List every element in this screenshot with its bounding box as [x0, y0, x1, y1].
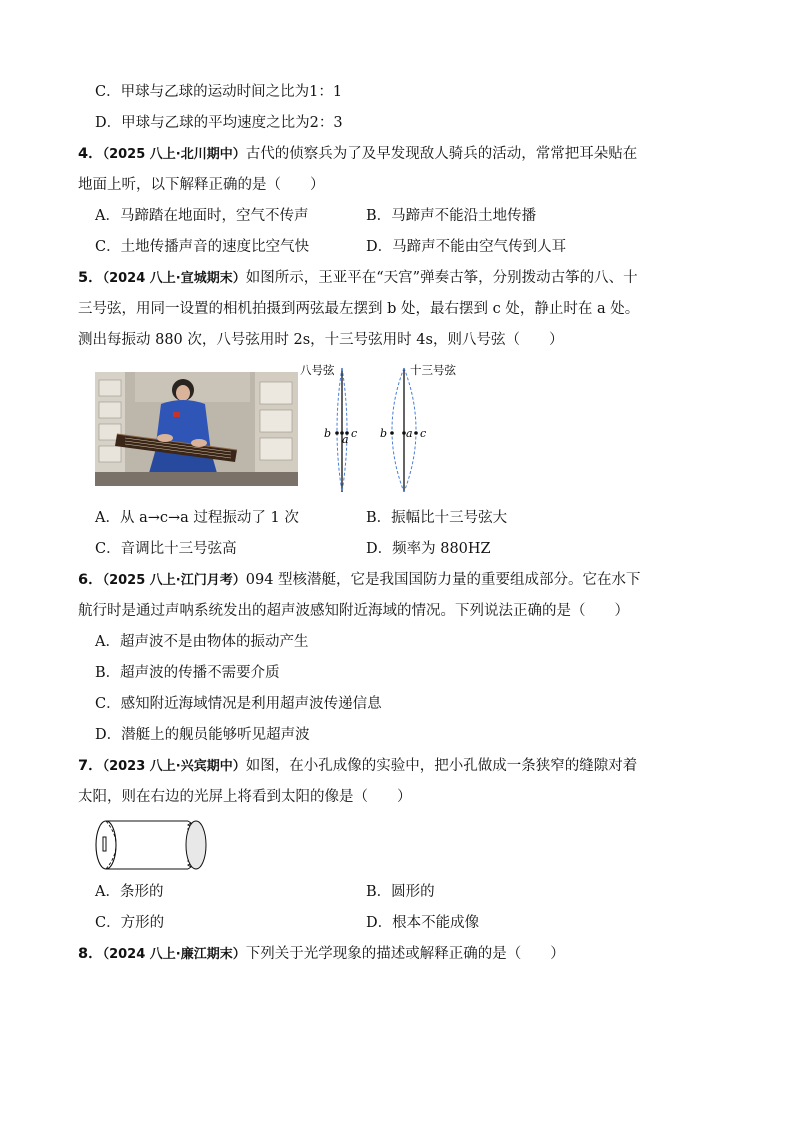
guzheng-photo-illustration — [95, 372, 298, 486]
string-8-a-label: a — [342, 433, 349, 446]
q3-option-d: D．甲球与乙球的平均速度之比为2：3 — [95, 115, 343, 131]
string-8-b-label: b — [324, 427, 332, 440]
q7-number: 7． — [78, 758, 103, 774]
q7-option-c: C．方形的 — [95, 915, 165, 931]
q8-source: （2024 八上·廉江期末） — [102, 947, 246, 962]
q4-stem-line1 — [78, 144, 637, 165]
light-screen — [186, 821, 206, 869]
string-8-label: 八号弦 — [300, 363, 335, 377]
q4-option-a: A．马蹄踏在地面时，空气不传声 — [95, 208, 309, 224]
string-8-point-b — [335, 431, 339, 435]
string-13-label: 十三号弦 — [410, 363, 456, 377]
q4-text: 古代的侦察兵为了及早发现敌人骑兵的活动，常常把耳朵贴在 — [245, 146, 638, 162]
q8-stem-line1 — [78, 944, 565, 965]
q6-source: （2025 八上·江门月考） — [102, 573, 246, 588]
q5-stem-line3: 测出每振动 880 次，八号弦用时 2s，十三号弦用时 4s，则八号弦（ ） — [78, 332, 564, 348]
q6-stem-line2: 航行时是通过声呐系统发出的超声波感知附近海域的情况。下列说法正确的是（ ） — [78, 603, 629, 619]
string-8-diagram — [300, 362, 370, 497]
q7-option-a: A．条形的 — [95, 884, 164, 900]
string-8-left-swing — [337, 368, 342, 492]
guzheng-photo — [95, 372, 298, 486]
string-13-point-c — [414, 431, 418, 435]
q3-option-c: C．甲球与乙球的运动时间之比为1：1 — [95, 84, 343, 100]
q4-option-b: B．马蹄声不能沿土地传播 — [366, 208, 537, 224]
q6-text: 094 型核潜艇，它是我国国防力量的重要组成部分。它在水下 — [245, 572, 641, 588]
q6-stem-line1 — [78, 570, 641, 591]
string-13-diagram — [370, 362, 470, 497]
q7-stem-line2: 太阳，则在右边的光屏上将看到太阳的像是（ ） — [78, 789, 412, 805]
q4-stem-line2: 地面上听，以下解释正确的是（ ） — [78, 177, 325, 193]
q8-number: 8． — [78, 946, 103, 962]
q5-option-d: D．频率为 880HZ — [366, 541, 491, 557]
q4-number: 4． — [78, 146, 103, 162]
q4-option-c: C．土地传播声音的速度比空气快 — [95, 239, 310, 255]
q5-number: 5． — [78, 270, 103, 286]
q5-option-c: C．音调比十三号弦高 — [95, 541, 237, 557]
q6-number: 6． — [78, 572, 103, 588]
q5-option-a: A．从 a→c→a 过程振动了 1 次 — [95, 510, 299, 526]
q7-option-b: B．圆形的 — [366, 884, 435, 900]
q4-option-d: D．马蹄声不能由空气传到人耳 — [366, 239, 567, 255]
q7-stem-line1 — [78, 756, 637, 777]
q7-text: 如图，在小孔成像的实验中，把小孔做成一条狭窄的缝隙对着 — [245, 758, 638, 774]
string-13-left-swing — [392, 368, 404, 492]
q5-option-b: B．振幅比十三号弦大 — [366, 510, 508, 526]
string-13-point-b — [390, 431, 394, 435]
q6-option-b: B．超声波的传播不需要介质 — [95, 665, 280, 681]
q7-source: （2023 八上·兴宾期中） — [102, 759, 246, 774]
string-13-b-label: b — [380, 427, 388, 440]
string-13-a-label: a — [406, 427, 413, 440]
q6-option-a: A．超声波不是由物体的振动产生 — [95, 634, 309, 650]
q7-option-d: D．根本不能成像 — [366, 915, 480, 931]
q5-stem-line2: 三号弦，用同一设置的相机拍摄到两弦最左摆到 b 处，最右摆到 c 处，静止时在 a 处。 — [78, 301, 640, 317]
q5-text: 如图所示，王亚平在“天宫”弹奏古筝，分别拨动古筝的八、十 — [245, 270, 638, 286]
q6-option-c: C．感知附近海域情况是利用超声波传递信息 — [95, 696, 382, 712]
q6-option-d: D．潜艇上的舰员能够听见超声波 — [95, 727, 310, 743]
pinhole-cylinder-diagram — [92, 817, 212, 873]
q5-stem-line1 — [78, 268, 638, 289]
q8-text: 下列关于光学现象的描述或解释正确的是（ ） — [245, 946, 565, 962]
q5-source: （2024 八上·宣城期末） — [102, 271, 246, 286]
string-13-c-label: c — [420, 427, 427, 440]
string-8-right-swing — [342, 368, 347, 492]
q4-source: （2025 八上·北川期中） — [102, 147, 246, 162]
string-8-c-label: c — [351, 427, 358, 440]
